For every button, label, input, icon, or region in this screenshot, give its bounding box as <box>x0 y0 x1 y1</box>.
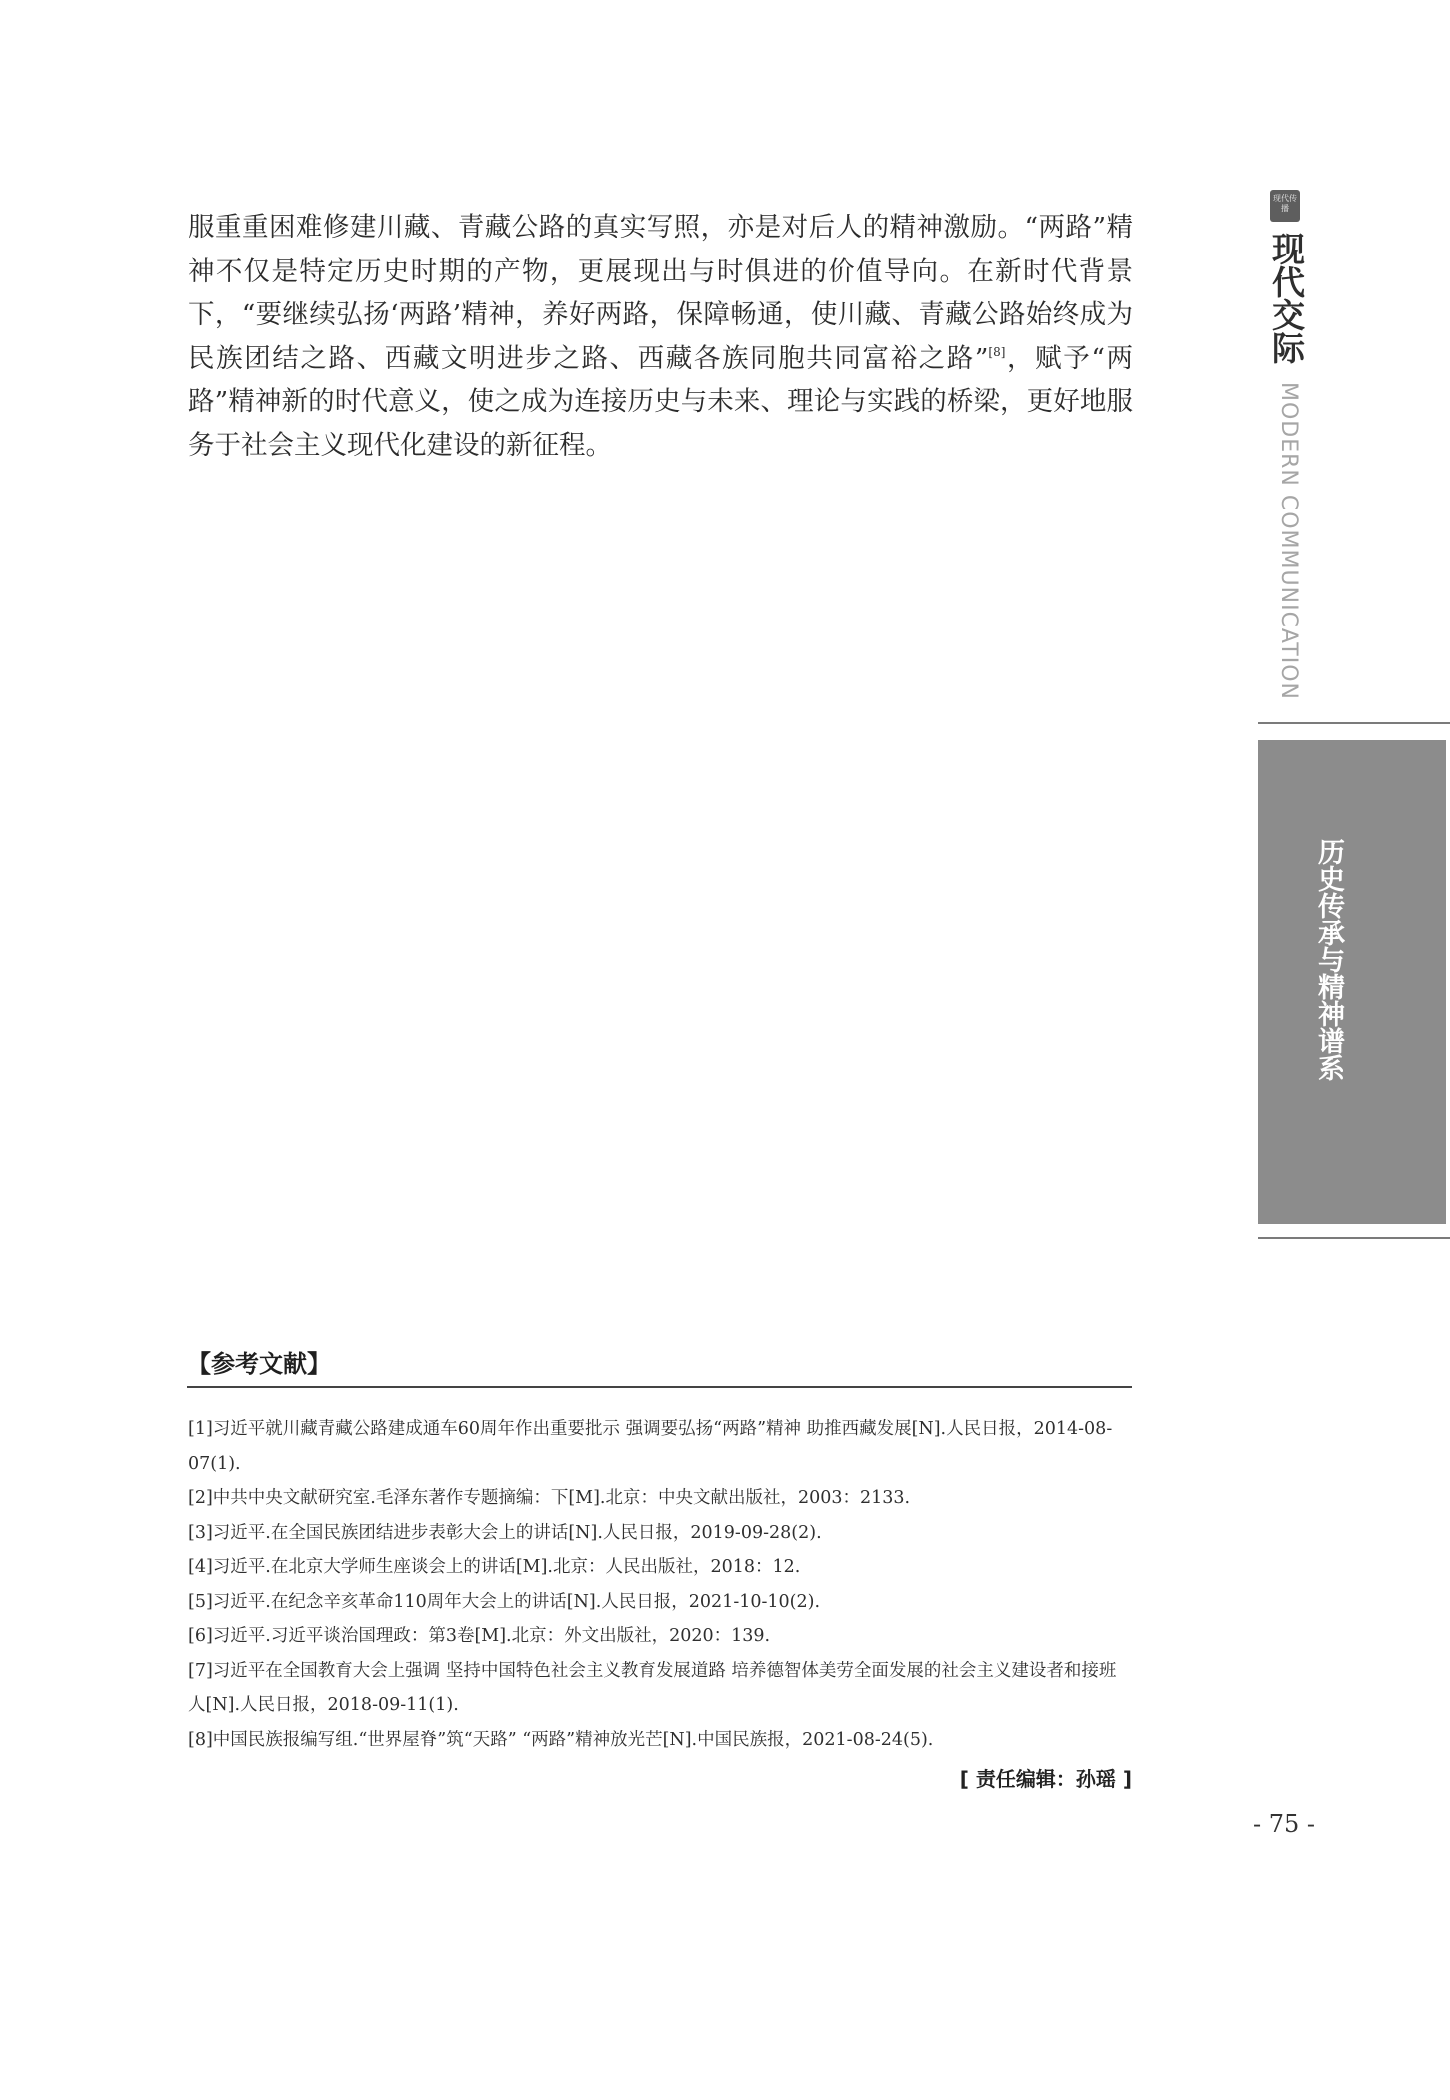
page-number: - 75 - <box>1253 1810 1316 1838</box>
responsible-editor: [ 责任编辑：孙瑶 ] <box>959 1767 1132 1791</box>
reference-item: [3]习近平.在全国民族团结进步表彰大会上的讲话[N].人民日报，2019-09-28(2). <box>188 1522 822 1543</box>
references-divider <box>187 1386 1132 1388</box>
citation-marker: [8] <box>988 344 1006 359</box>
reference-item: [7]习近平在全国教育大会上强调 坚持中国特色社会主义教育发展道路 培养德智体美劳全面发展的社会主义建设者和接班人[N].人民日报，2018-09-11(1). <box>188 1660 1117 1715</box>
journal-title-chinese: 现代交际 <box>1267 232 1306 364</box>
reference-item: [6]习近平.习近平谈治国理政：第3卷[M].北京：外文出版社，2020：139. <box>188 1626 771 1646</box>
reference-item: [4]习近平.在北京大学师生座谈会上的讲话[M].北京：人民出版社，2018：12. <box>188 1557 801 1577</box>
reference-item: [5]习近平.在纪念辛亥革命110周年大会上的讲话[N].人民日报，2021-10-10(2). <box>188 1591 821 1612</box>
body-line: 仅是特定历史时期的产物，更展现出与时俱进的价值导向。在新时代背景下，“要继续 <box>188 255 1134 331</box>
journal-title-english: MODERN COMMUNICATION <box>1276 382 1301 700</box>
journal-logo-text: 现代传播 <box>1273 194 1297 213</box>
journal-logo-emblem <box>1270 190 1300 222</box>
section-tab <box>1258 740 1446 1224</box>
references-list <box>188 1412 1133 1757</box>
body-line: 服重重困难修建川藏、青藏公路的真实写照，亦是对后人的精神激励。“两路”精神不 <box>188 212 1133 287</box>
sidebar-divider-top <box>1258 722 1450 724</box>
body-line: 藏文明进步之路、西藏各族同胞共同富裕之路” <box>412 342 989 374</box>
reference-item: [1]习近平就川藏青藏公路建成通车60周年作出重要批示 强调要弘扬“两路”精神 助推西藏发展[N].人民日报，2014-08-07(1). <box>188 1419 1113 1474</box>
sidebar-divider-bottom <box>1258 1237 1450 1239</box>
reference-item: [8]中国民族报编写组.“世界屋脊”筑“天路” “两路”精神放光芒[N].中国民族报，2021-08-24(5). <box>188 1729 934 1750</box>
section-title: 历史传承与精神谱系 <box>1313 838 1344 1081</box>
body-line: ，赋予“两路”精神新的时代意义，使 <box>188 342 1133 418</box>
reference-item: [2]中共中央文献研究室.毛泽东著作专题摘编：下[M].北京：中央文献出版社，2003：2133. <box>188 1488 911 1508</box>
body-line: 之成为连接历史与未来、理论与实践的桥梁，更好地服务于社会主义现代化建设的新 <box>188 386 1133 461</box>
body-paragraph <box>188 206 1133 468</box>
references-heading: 【参考文献】 <box>187 1350 331 1378</box>
body-line: 弘扬‘两路’精神，养好两路，保障畅通，使川藏、青藏公路始终成为民族团结之路、西 <box>188 299 1133 374</box>
body-line: 征程。 <box>532 429 612 461</box>
